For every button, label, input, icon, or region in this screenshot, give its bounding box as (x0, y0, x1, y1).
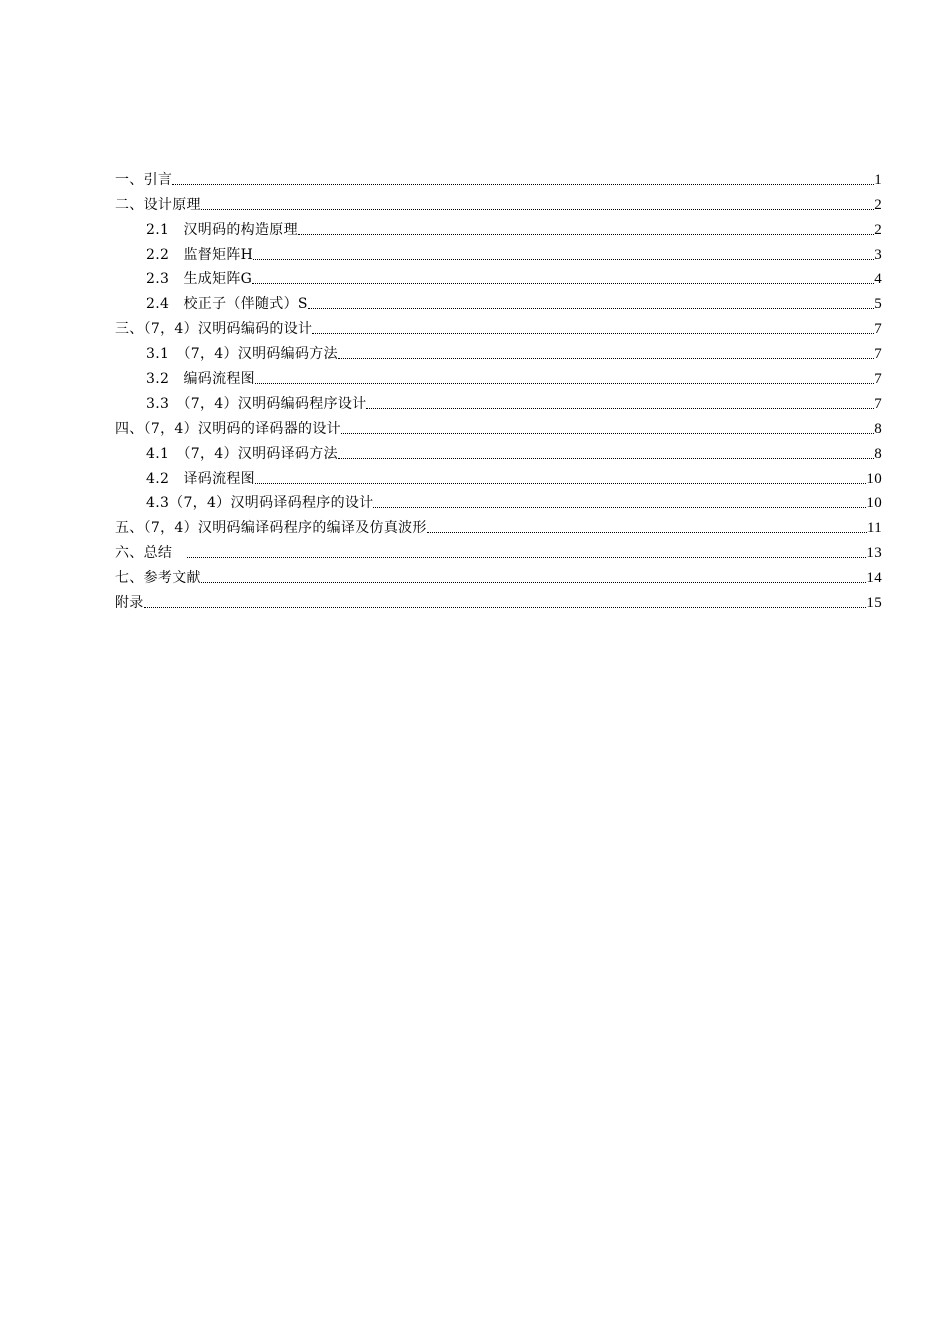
dot-leader (338, 457, 874, 459)
toc-entry-title: 4.1 （7，4）汉明码译码方法 (146, 445, 338, 462)
toc-entry-3-2[interactable] (115, 363, 882, 388)
toc-entry-title: 三、（7，4）汉明码编码的设计 (115, 321, 313, 338)
toc-entry-appendix[interactable] (115, 587, 882, 612)
toc-page-number: 4 (874, 271, 882, 288)
toc-entry-2-2[interactable] (115, 239, 882, 264)
toc-entry-compile-simulation[interactable] (115, 512, 882, 537)
toc-page-number: 2 (874, 221, 882, 238)
dot-leader (338, 357, 874, 359)
toc-page-number: 7 (874, 395, 882, 412)
dot-leader (341, 432, 874, 434)
dot-leader (312, 332, 874, 334)
toc-page-number: 8 (874, 445, 882, 462)
toc-entry-references[interactable] (115, 562, 882, 587)
toc-entry-title: 2.2 监督矩阵H (146, 246, 254, 263)
toc-entry-title: 四、（7，4）汉明码的译码器的设计 (115, 420, 341, 437)
toc-entry-title: 2.1 汉明码的构造原理 (146, 221, 298, 238)
dot-leader (255, 482, 866, 484)
toc-entry-design-principle[interactable] (115, 189, 882, 214)
dot-leader (253, 258, 874, 260)
toc-page-number: 13 (866, 545, 882, 562)
toc-entry-title: 4.3（7，4）汉明码译码程序的设计 (146, 495, 374, 512)
dot-leader (373, 506, 866, 508)
dot-leader (308, 307, 874, 309)
dot-leader (252, 282, 874, 284)
toc-entry-title: 附录 (115, 595, 144, 612)
toc-page-number: 7 (874, 321, 882, 338)
toc-entry-title: 2.4 校正子（伴随式）S (146, 296, 308, 313)
toc-entry-3-3[interactable] (115, 388, 882, 413)
toc-entry-decoder-design[interactable] (115, 413, 882, 438)
dot-leader (255, 382, 874, 384)
toc-entry-2-3[interactable] (115, 264, 882, 289)
toc-entry-4-3[interactable] (115, 488, 882, 513)
dot-leader (201, 208, 874, 210)
dot-leader (366, 407, 874, 409)
toc-entry-4-2[interactable] (115, 463, 882, 488)
toc-page-number: 7 (874, 371, 882, 388)
toc-page-number: 10 (866, 470, 882, 487)
toc-page-number: 14 (866, 570, 882, 587)
dot-leader (172, 183, 874, 185)
dot-leader (298, 233, 874, 235)
toc-entry-title: 3.2 编码流程图 (146, 371, 255, 388)
table-of-contents (115, 164, 882, 612)
toc-page-number: 10 (866, 495, 882, 512)
toc-entry-summary[interactable] (115, 537, 882, 562)
toc-entry-title: 一、引言 (115, 171, 173, 188)
toc-page-number: 15 (866, 595, 882, 612)
toc-entry-2-4[interactable] (115, 288, 882, 313)
dot-leader (427, 531, 867, 533)
toc-entry-title: 七、参考文献 (115, 570, 201, 587)
dot-leader (201, 581, 867, 583)
toc-entry-title: 3.3 （7，4）汉明码编码程序设计 (146, 395, 367, 412)
toc-entry-3-1[interactable] (115, 338, 882, 363)
toc-page-number: 3 (874, 246, 882, 263)
toc-entry-4-1[interactable] (115, 438, 882, 463)
toc-page-number: 8 (874, 420, 882, 437)
toc-page-number: 7 (874, 346, 882, 363)
toc-entry-title: 3.1 （7，4）汉明码编码方法 (146, 346, 338, 363)
toc-entry-introduction[interactable] (115, 164, 882, 189)
toc-entry-title: 2.3 生成矩阵G (146, 271, 253, 288)
toc-page-number: 5 (874, 296, 882, 313)
toc-entry-2-1[interactable] (115, 214, 882, 239)
toc-entry-title: 4.2 译码流程图 (146, 470, 255, 487)
toc-entry-title: 六、总结 (115, 545, 187, 562)
toc-page-number: 2 (874, 196, 882, 213)
toc-entry-encoder-design[interactable] (115, 313, 882, 338)
dot-leader (187, 556, 867, 558)
toc-entry-title: 五、（7，4）汉明码编译码程序的编译及仿真波形 (115, 520, 427, 537)
toc-page-number: 11 (866, 520, 882, 537)
toc-entry-title: 二、设计原理 (115, 196, 201, 213)
toc-page-number: 1 (874, 171, 882, 188)
dot-leader (144, 606, 867, 608)
